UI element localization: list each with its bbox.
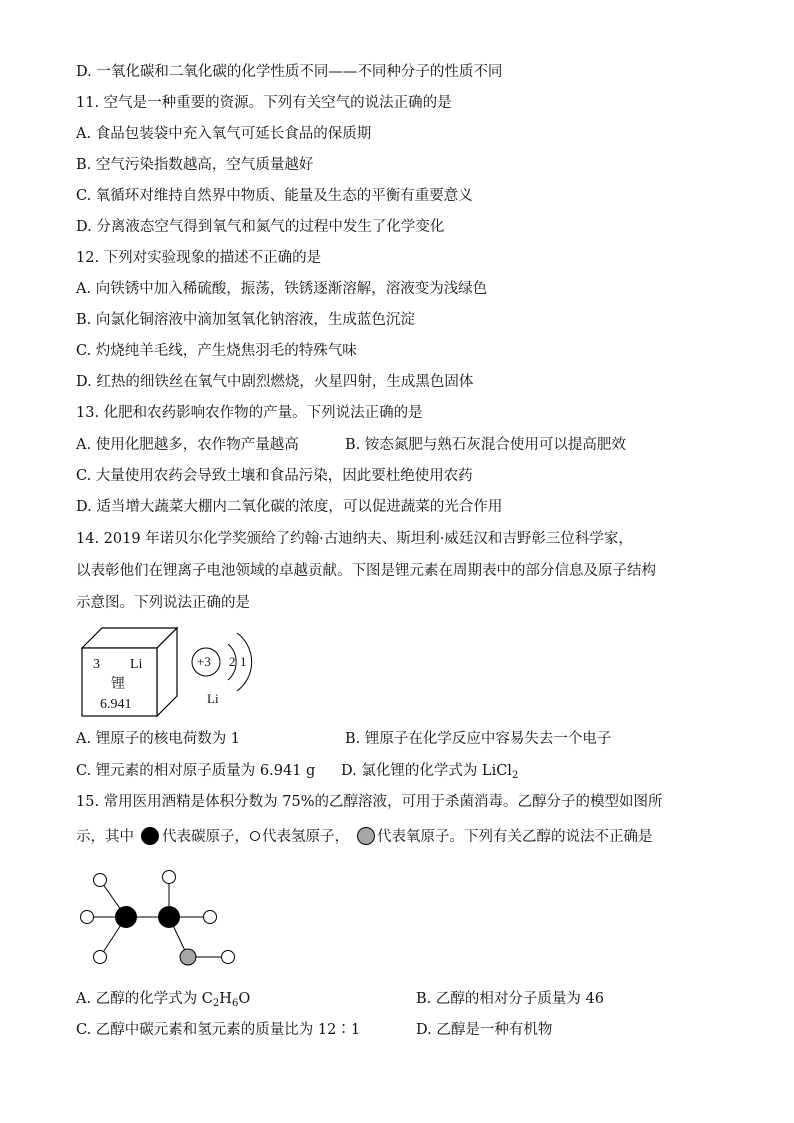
q15-option-b: B. 乙醇的相对分子质量为 46 — [416, 991, 604, 1007]
q14-option-c: C. 锂元素的相对原子质量为 6.941 g — [76, 763, 316, 779]
q11-option-c: C. 氧循环对维持自然界中物质、能量及生态的平衡有重要意义 — [76, 188, 473, 204]
q15-stem-line1: 15. 常用医用酒精是体积分数为 75%的乙醇溶液，可用于杀菌消毒。乙醇分子的模型如图所 — [76, 794, 663, 810]
nucleus-charge: +3 — [197, 654, 211, 669]
q15-option-a-suffix: O — [238, 991, 251, 1007]
element-atomic-number: 3 — [93, 657, 100, 672]
q13-option-a: A. 使用化肥越多，农作物产量越高 — [76, 437, 299, 453]
q14-option-a: A. 锂原子的核电荷数为 1 — [76, 731, 241, 747]
q15-option-a — [76, 989, 250, 1009]
q15-option-c: C. 乙醇中碳元素和氢元素的质量比为 12∶1 — [76, 1022, 361, 1038]
q14-option-d-subscript: 2 — [511, 770, 519, 781]
q14-stem-line2: 以表彰他们在锂离子电池领域的卓越贡献。下图是锂元素在周期表中的部分信息及原子结构 — [76, 563, 656, 579]
q11-option-d: D. 分离液态空气得到氧气和氮气的过程中发生了化学变化 — [76, 219, 445, 235]
q14-option-d-text: D. 氯化锂的化学式为 LiCl — [341, 763, 512, 779]
carbon-atom — [115, 906, 137, 928]
q15-option-a-text: A. 乙醇的化学式为 C — [76, 991, 213, 1007]
carbon-atom — [158, 906, 180, 928]
q15-stem-text-d: 代表氧原子。下列有关乙醇的说法不正确是 — [377, 829, 653, 845]
shell-1-electrons: 2 — [229, 654, 236, 669]
hydrogen-atom — [204, 911, 217, 924]
q15-option-a-sub2: 6 — [231, 998, 239, 1009]
q15-option-d: D. 乙醇是一种有机物 — [416, 1022, 553, 1038]
q12-stem: 12. 下列对实验现象的描述不正确的是 — [76, 250, 322, 266]
hydrogen-atom — [222, 951, 235, 964]
q14-option-b: B. 锂原子在化学反应中容易失去一个电子 — [345, 731, 612, 747]
q13-stem: 13. 化肥和农药影响农作物的产量。下列说法正确的是 — [76, 405, 423, 421]
q13-option-b: B. 铵态氮肥与熟石灰混合使用可以提高肥效 — [345, 437, 626, 453]
q12-option-a: A. 向铁锈中加入稀硫酸，振荡，铁锈逐渐溶解，溶液变为浅绿色 — [76, 281, 488, 297]
q15-stem-text-c: 代表氢原子， — [262, 829, 349, 845]
hydrogen-atom — [163, 871, 176, 884]
q10-option-d: D. 一氧化碳和二氧化碳的化学性质不同——不同种分子的性质不同 — [76, 64, 503, 80]
q13-option-c: C. 大量使用农药会导致土壤和食品污染，因此要杜绝使用农药 — [76, 468, 473, 484]
q13-option-d: D. 适当增大蔬菜大棚内二氧化碳的浓度，可以促进蔬菜的光合作用 — [76, 499, 503, 515]
q12-option-c: C. 灼烧纯羊毛线，产生烧焦羽毛的特殊气味 — [76, 343, 357, 359]
hydrogen-atom — [81, 911, 94, 924]
q11-option-b: B. 空气污染指数越高，空气质量越好 — [76, 157, 314, 173]
element-symbol: Li — [130, 657, 143, 672]
q14-option-d — [341, 761, 518, 781]
q15-stem-text-a: 示，其中 — [76, 829, 134, 845]
q12-option-d: D. 红热的细铁丝在氧气中剧烈燃烧，火星四射，生成黑色固体 — [76, 374, 474, 390]
hydrogen-legend-icon — [249, 827, 262, 845]
ethanol-model-figure — [70, 862, 250, 974]
element-name: 锂 — [111, 676, 125, 692]
hydrogen-atom — [94, 951, 107, 964]
q14-stem-line1: 14. 2019 年诺贝尔化学奖颁给了约翰·古迪纳夫、斯坦利·威廷汉和吉野彰三位科学家， — [76, 531, 633, 547]
q11-stem: 11. 空气是一种重要的资源。下列有关空气的说法正确的是 — [76, 95, 452, 111]
q15-option-a-sub1: 2 — [212, 998, 220, 1009]
oxygen-legend-icon — [349, 827, 377, 845]
q12-option-b: B. 向氯化铜溶液中滴加氢氧化钠溶液，生成蓝色沉淀 — [76, 312, 415, 328]
q15-stem-text-b: 代表碳原子， — [162, 829, 249, 845]
shell-2-electrons: 1 — [240, 654, 247, 669]
atom-label: Li — [207, 691, 219, 706]
element-atomic-mass: 6.941 — [100, 697, 132, 712]
oxygen-atom — [180, 949, 196, 965]
carbon-legend-icon — [134, 827, 162, 845]
q14-stem-line3: 示意图。下列说法正确的是 — [76, 595, 250, 611]
hydrogen-atom — [94, 874, 107, 887]
q15-stem-line2 — [76, 827, 653, 847]
q11-option-a: A. 食品包装袋中充入氧气可延长食品的保质期 — [76, 126, 372, 142]
q15-option-a-mid: H — [219, 991, 232, 1007]
